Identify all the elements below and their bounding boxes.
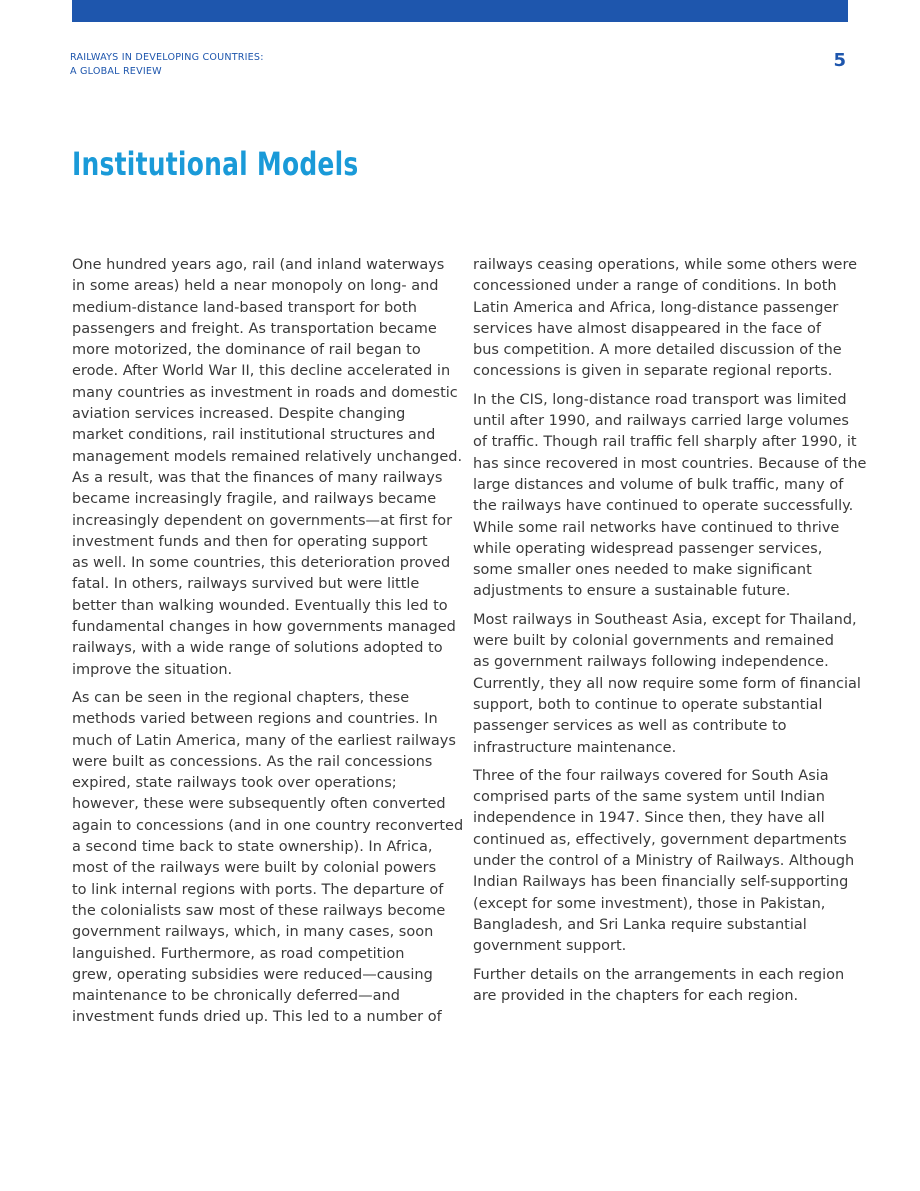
text-line: Most railways in Southeast Asia, except for Thailand, [473, 611, 857, 628]
section-title: Institutional Models [72, 145, 359, 183]
running-header-line-1: RAILWAYS IN DEVELOPING COUNTRIES: [70, 52, 264, 63]
text-line: aviation services increased. Despite changing [72, 406, 406, 423]
text-line: One hundred years ago, rail (and inland waterways [72, 257, 445, 273]
text-line: investment funds dried up. This led to a number of [72, 1009, 442, 1026]
text-line: has since recovered in most countries. Because of the [473, 455, 867, 472]
text-line: railways, with a wide range of solutions adopted to [72, 640, 443, 657]
text-line: until after 1990, and railways carried large volumes [473, 413, 849, 430]
text-line: better than walking wounded. Eventually this led to [72, 597, 448, 614]
text-line: Bangladesh, and Sri Lanka require substantial [473, 916, 807, 933]
text-line: railways ceasing operations, while some others were [473, 257, 858, 273]
text-line: infrastructure maintenance. [473, 739, 677, 756]
left-text-column [72, 255, 464, 1036]
text-line: were built as concessions. As the rail concessions [72, 753, 433, 770]
paragraph [72, 688, 464, 1029]
text-line: adjustments to ensure a sustainable future. [473, 583, 791, 600]
paragraph [72, 255, 463, 681]
paragraph [473, 965, 853, 1008]
paragraph [473, 610, 861, 759]
text-line: in some areas) held a near monopoly on long- and [72, 278, 439, 295]
text-line: became increasingly fragile, and railways became [72, 491, 437, 508]
text-line: In the CIS, long-distance road transport was limited [473, 391, 847, 408]
paragraph [473, 390, 867, 603]
text-line: services have almost disappeared in the face of [473, 320, 822, 337]
text-line: Indian Railways has been financially self-supporting [473, 874, 849, 891]
text-line: were built by colonial governments and remained [473, 633, 834, 650]
text-line: investment funds and then for operating support [72, 533, 428, 550]
text-line: (except for some investment), those in Pakistan, [473, 895, 826, 912]
text-line: management models remained relatively unchanged. [72, 448, 463, 465]
text-line: medium-distance land-based transport for both [72, 299, 417, 316]
text-line: increasingly dependent on governments—at first for [72, 512, 453, 529]
text-line: erode. After World War II, this decline accelerated in [72, 363, 451, 380]
text-line: continued as, effectively, government departments [473, 831, 847, 848]
right-text-column [473, 255, 867, 1014]
text-line: independence in 1947. Since then, they have all [473, 810, 825, 827]
text-line: under the control of a Ministry of Railways. Although [473, 853, 855, 870]
text-line: again to concessions (and in one country reconverted [72, 817, 464, 834]
text-line: support, both to continue to operate substantial [473, 696, 823, 713]
text-line: many countries as investment in roads and domestic [72, 384, 458, 401]
text-line: concessions is given in separate regional reports. [473, 363, 833, 380]
text-line: to link internal regions with ports. The departure of [72, 881, 444, 898]
text-line: Three of the four railways covered for South Asia [473, 767, 829, 784]
paragraph [473, 255, 858, 383]
text-line: some smaller ones needed to make significant [473, 562, 812, 579]
text-line: fatal. In others, railways survived but were little [72, 576, 420, 593]
text-line: are provided in the chapters for each region. [473, 987, 799, 1004]
text-line: comprised parts of the same system until Indian [473, 789, 825, 806]
text-line: maintenance to be chronically deferred—and [72, 988, 400, 1005]
text-line: methods varied between regions and countries. In [72, 711, 438, 728]
text-line: more motorized, the dominance of rail began to [72, 342, 421, 359]
text-line: concessioned under a range of conditions. In both [473, 278, 837, 295]
text-line: As a result, was that the finances of many railways [72, 469, 443, 486]
text-line: While some rail networks have continued to thrive [473, 519, 840, 536]
text-line: a second time back to state ownership). In Africa, [72, 839, 433, 856]
text-line: expired, state railways took over operations; [72, 775, 397, 792]
page-number: 5 [833, 50, 846, 71]
text-line: market conditions, rail institutional structures and [72, 427, 436, 444]
text-line: large distances and volume of bulk traffic, many of [473, 476, 844, 493]
text-line: As can be seen in the regional chapters, these [72, 689, 410, 706]
text-line: the railways have continued to operate successfully. [473, 498, 854, 515]
running-header [70, 51, 264, 79]
running-header-line-2: A GLOBAL REVIEW [70, 66, 162, 77]
text-line: government support. [473, 938, 627, 955]
text-line: improve the situation. [72, 661, 233, 678]
text-line: languished. Furthermore, as road competition [72, 945, 405, 962]
paragraph [473, 766, 853, 958]
text-line: much of Latin America, many of the earliest railways [72, 732, 456, 749]
text-line: the colonialists saw most of these railways become [72, 902, 446, 919]
text-line: Further details on the arrangements in each region [473, 966, 845, 983]
text-line: Currently, they all now require some form of financial [473, 675, 861, 692]
text-line: as well. In some countries, this deterioration proved [72, 555, 451, 572]
header-color-bar [72, 0, 848, 22]
text-line: passengers and freight. As transportation became [72, 320, 437, 337]
text-line: however, these were subsequently often converted [72, 796, 446, 813]
text-line: grew, operating subsidies were reduced—causing [72, 966, 433, 983]
text-line: as government railways following independence. [473, 654, 829, 671]
text-line: fundamental changes in how governments managed [72, 619, 456, 636]
text-line: of traffic. Though rail traffic fell sharply after 1990, it [473, 434, 857, 451]
text-line: Latin America and Africa, long-distance passenger [473, 299, 839, 316]
text-line: bus competition. A more detailed discussion of the [473, 342, 842, 359]
text-line: while operating widespread passenger services, [473, 540, 823, 557]
text-line: passenger services as well as contribute to [473, 718, 787, 735]
text-line: most of the railways were built by colonial powers [72, 860, 437, 877]
text-line: government railways, which, in many cases, soon [72, 924, 434, 941]
